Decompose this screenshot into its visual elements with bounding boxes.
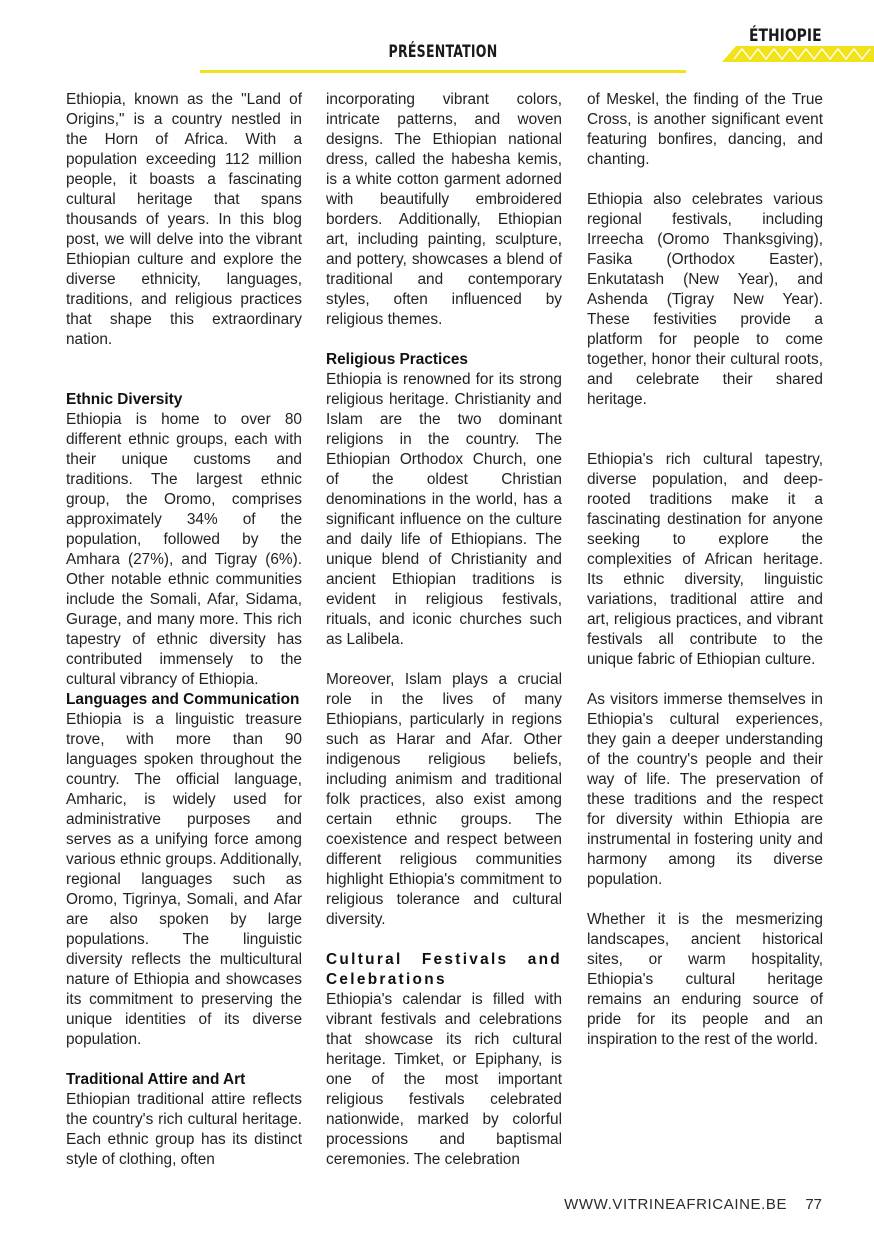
festivals-paragraph-continued: of Meskel, the finding of the True Cross, is another significant event featuring bonfires, dancing, and chanting. (587, 91, 823, 168)
page-number: 77 (805, 1196, 822, 1213)
heading-attire: Traditional Attire and Art (66, 1071, 246, 1088)
header-rule (200, 70, 686, 73)
heading-festivals: Cultural Festivals and Celebrations (326, 951, 562, 988)
languages-paragraph: Ethiopia is a linguistic treasure trove, with more than 90 languages spoken throughout the country. The official language, Amharic, is widely used for administrative purposes and serves as a unifying force among various ethnic groups. Additionally, regional languages such as Oromo, Tigrinya, Somali, and Afar are also spoken by large populations. The linguistic diversity reflects the multicultural nature of Ethiopia and showcases its commitment to preserving the unique identities of its diverse population. (66, 711, 302, 1048)
column-1 (66, 90, 302, 1170)
conclusion-paragraph-1: Ethiopia's rich cultural tapestry, diverse population, and deep-rooted traditions make it a fascinating destination for anyone seeking to explore the complexities of African heritage. Its ethnic diversity, linguistic variations, traditional attire and art, religious practices, and vibrant festivals all contribute to the unique fabric of Ethiopian culture. (587, 451, 823, 668)
religious-paragraph-2: Moreover, Islam plays a crucial role in the lives of many Ethiopians, particularly in regions such as Harar and Afar. Other indigenous religious beliefs, including animism and traditional folk practices, also exist among certain ethnic groups. The coexistence and respect between different religious communities highlight Ethiopia's commitment to religious tolerance and cultural diversity. (326, 671, 562, 928)
section-title: PRÉSENTATION (388, 42, 498, 62)
column-2 (326, 90, 562, 1170)
attire-paragraph-continued: incorporating vibrant colors, intricate patterns, and woven designs. The Ethiopian national dress, called the habesha kemis, is a white cotton garment adorned with beautifully embroidered borders. Additionally, Ethiopian art, including painting, sculpture, and pottery, showcases a blend of traditional and contemporary styles, often influenced by religious themes. (326, 91, 562, 328)
conclusion-paragraph-3: Whether it is the mesmerizing landscapes, ancient historical sites, or warm hospitality, Ethiopia's cultural heritage remains an enduring source of pride for its people and an inspiration to the rest of the world. (587, 911, 823, 1048)
country-tag: ÉTHIOPIE (749, 26, 822, 46)
intro-paragraph: Ethiopia, known as the "Land of Origins," is a country nestled in the Horn of Africa. With a population exceeding 112 million people, it boasts a fascinating cultural heritage that spans thousands of years. In this blog post, we will delve into the vibrant Ethiopian culture and explore the diverse ethnicity, languages, traditions, and religious practices that shape this extraordinary nation. (66, 91, 302, 348)
heading-religious: Religious Practices (326, 351, 468, 368)
religious-paragraph-1: Ethiopia is renowned for its strong religious heritage. Christianity and Islam are the two dominant religions in the country. The Ethiopian Orthodox Church, one of the oldest Christian denominations in the world, has a significant influence on the culture and daily life of Ethiopians. The unique blend of Christianity and ancient Ethiopian traditions is evident in religious festivals, rituals, and iconic churches such as Lalibela. (326, 371, 562, 648)
website-link[interactable]: WWW.VITRINEAFRICAINE.BE (564, 1196, 788, 1213)
ethnic-paragraph: Ethiopia is home to over 80 different ethnic groups, each with their unique customs and traditions. The largest ethnic group, the Oromo, comprises approximately 34% of the population, followed by the Amhara (27%), and Tigray (6%). Other notable ethnic communities include the Somali, Afar, Sidama, Gurage, and many more. This rich tapestry of ethnic diversity has contributed immensely to the cultural vibrancy of Ethiopia. (66, 411, 302, 688)
conclusion-paragraph-2: As visitors immerse themselves in Ethiopia's cultural experiences, they gain a deeper understanding of the country's people and their way of life. The preservation of these traditions and the respect for diversity within Ethiopia are instrumental in fostering unity and harmony among its diverse population. (587, 691, 823, 888)
heading-languages: Languages and Communication (66, 691, 300, 708)
attire-paragraph: Ethiopian traditional attire reflects the country's rich cultural heritage. Each ethnic group has its distinct style of clothing, often (66, 1091, 302, 1168)
column-3 (587, 90, 823, 1050)
festivals-paragraph-2: Ethiopia also celebrates various regional festivals, including Irreecha (Oromo Thanksgiving), Fasika (Orthodox Easter), Enkutatash (New Year), and Ashenda (Tigray New Year). These festivities provide a platform for people to come together, honor their cultural roots, and celebrate their shared heritage. (587, 191, 823, 408)
page-footer (564, 1196, 822, 1213)
heading-ethnic-diversity: Ethnic Diversity (66, 391, 183, 408)
festivals-paragraph-1: Ethiopia's calendar is filled with vibrant festivals and celebrations that showcase its rich cultural heritage. Timket, or Epiphany, is one of the most important religious festivals celebrated nationwide, marked by colorful processions and baptismal ceremonies. The celebration (326, 991, 562, 1168)
zigzag-stripe-icon (716, 46, 874, 62)
